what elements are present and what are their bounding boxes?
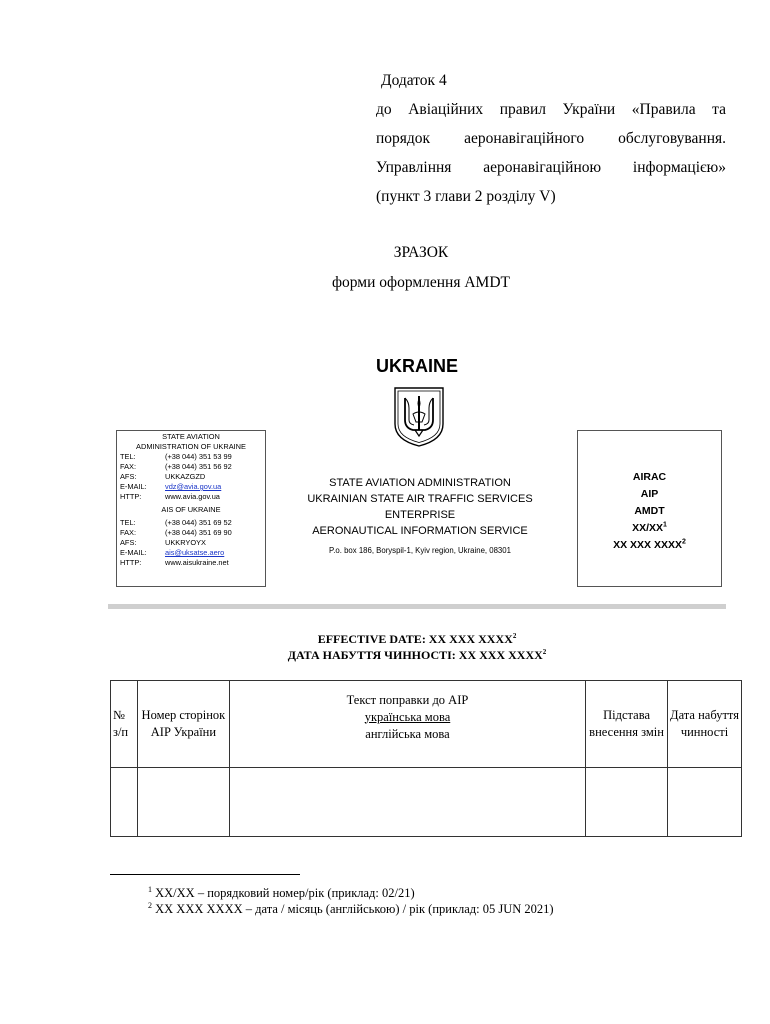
org-line: STATE AVIATION ADMINISTRATION [329, 477, 511, 489]
amdt-number-text: XX/XX [632, 522, 664, 534]
aip-label: AIP [640, 488, 659, 500]
contact-value: www.aisukraine.net [165, 558, 229, 567]
annex-line: Управління аеронавігаційною інформацією» [376, 159, 726, 176]
org-address: P.o. box 186, Boryspil-1, Kyiv region, Ukraine, 08301 [329, 546, 511, 555]
sample-subtitle: форми оформлення AMDT [331, 274, 510, 291]
contact-key: HTTP: [120, 492, 142, 501]
table-cell [586, 768, 668, 837]
contact-key: E-MAIL: [120, 548, 147, 557]
contact-key: FAX: [120, 462, 137, 471]
contact-row [120, 518, 262, 528]
contact-value: (+38 044) 351 53 99 [165, 452, 232, 461]
org-line: AERONAUTICAL INFORMATION SERVICE [312, 525, 528, 537]
effective-date-ua-text: ДАТА НАБУТТЯ ЧИННОСТІ: XX XXX XXXX [287, 648, 543, 662]
table-header-row [111, 681, 742, 768]
caa-header: ADMINISTRATION OF UKRAINE [136, 442, 246, 451]
country-name: UKRAINE [375, 356, 458, 376]
table-cell [137, 768, 229, 837]
footnote-separator [110, 874, 300, 875]
contact-row [120, 452, 262, 462]
col-basis-header: Підстава внесення змін [586, 681, 668, 768]
footnote-mark: 2 [681, 538, 686, 546]
airac-box [577, 430, 722, 587]
annex-number: Додаток 4 [381, 72, 447, 89]
col-text-ukrainian: українська мова [364, 709, 451, 724]
table-cell [229, 768, 585, 837]
col-text-header [229, 681, 585, 768]
footnote-text: XX/XX – порядковий номер/рік (приклад: 02/21) [155, 886, 415, 900]
contact-value: (+38 044) 351 69 90 [165, 528, 232, 537]
footnote-mark: 2 [542, 648, 547, 656]
contact-row [120, 528, 262, 538]
contact-value: UKKAZGZD [165, 472, 206, 481]
contact-key: TEL: [120, 452, 136, 461]
annex-header [376, 66, 726, 211]
amdt-number [578, 520, 721, 537]
contact-key: TEL: [120, 518, 136, 527]
effective-date-ua [0, 648, 770, 663]
table-cell [668, 768, 742, 837]
contact-row [120, 492, 262, 502]
footnote-mark: 2 [512, 632, 517, 640]
airac-label: AIRAC [632, 471, 667, 483]
footnote-mark: 1 [663, 521, 667, 529]
amendment-table [110, 680, 742, 837]
ais-header: AIS OF UKRAINE [161, 505, 221, 514]
contact-value: www.avia.gov.ua [165, 492, 220, 501]
sample-title: ЗРАЗОК [393, 244, 449, 261]
col-pages-header: Номер сторінок AIP України [137, 681, 229, 768]
col-number-header: № з/п [111, 681, 138, 768]
contact-key: HTTP: [120, 558, 142, 567]
separator-bar [108, 604, 726, 609]
organization-block [300, 475, 540, 559]
col-text-english: англійська мова [365, 726, 450, 741]
org-line: UKRAINIAN STATE AIR TRAFFIC SERVICES [307, 493, 533, 505]
footnote-mark: 1 [148, 884, 152, 894]
footnote-2 [148, 901, 554, 917]
contact-value: (+38 044) 351 69 52 [165, 518, 232, 527]
footnote-text: XX XXX XXXX – дата / місяць (англійською) / рік (приклад: 05 JUN 2021) [155, 902, 554, 916]
table-row [111, 768, 742, 837]
contact-key: AFS: [120, 472, 137, 481]
annex-line: (пункт 3 глави 2 розділу V) [376, 188, 556, 205]
effective-date-en [0, 632, 770, 647]
contact-row [120, 538, 262, 548]
contact-row [120, 482, 262, 492]
contact-row [120, 548, 262, 558]
col-date-header: Дата набуття чинності [668, 681, 742, 768]
annex-line: до Авіаційних правил України «Правила та [376, 101, 726, 118]
table-cell [111, 768, 138, 837]
annex-line: порядок аеронавігаційного обслуговування. [376, 130, 726, 147]
contact-row [120, 472, 262, 482]
contact-row [120, 558, 262, 568]
footnote-mark: 2 [148, 900, 152, 910]
email-link[interactable]: vdz@avia.gov.ua [165, 482, 222, 491]
email-link[interactable]: ais@uksatse.aero [165, 548, 225, 557]
amdt-date [578, 537, 721, 554]
caa-header: STATE AVIATION [162, 432, 220, 441]
footnote-1 [148, 885, 415, 901]
contact-value: UKKRYOYX [165, 538, 206, 547]
contact-key: AFS: [120, 538, 137, 547]
org-line: ENTERPRISE [384, 509, 456, 521]
contact-key: E-MAIL: [120, 482, 147, 491]
amdt-label: AMDT [634, 505, 665, 517]
effective-date-en-text: EFFECTIVE DATE: XX XXX XXXX [317, 632, 513, 646]
amdt-date-text: XX XXX XXXX [613, 539, 682, 551]
contact-row [120, 462, 262, 472]
col-text-title: Текст поправки до AIP [346, 692, 469, 707]
contact-box [116, 430, 266, 587]
trident-coat-of-arms-icon [389, 384, 449, 448]
contact-key: FAX: [120, 528, 137, 537]
contact-value: (+38 044) 351 56 92 [165, 462, 232, 471]
